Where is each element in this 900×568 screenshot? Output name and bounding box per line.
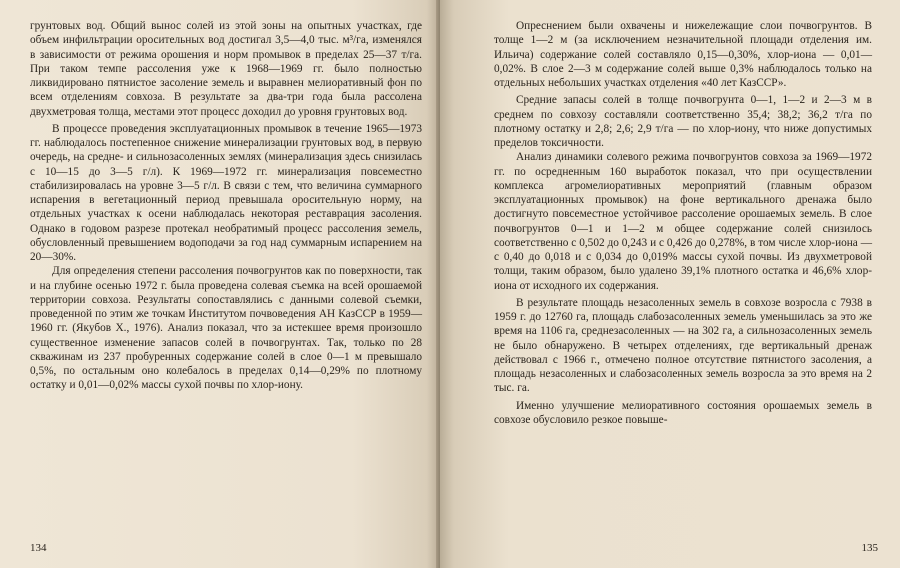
page-number-right: 135 [861, 542, 878, 554]
right-paragraph-1: Опреснением были охвачены и нижележащие слои почвогрунтов. В толще 1—2 м (за исключением незначительной площади отделения им. Ильича) содержание солей составляло 0,15—0,30%, хлор-иона — 0,01—0,02%. В слое 2—3 м содержание солей выше 0,3% наблюдалось только на отдельных небольших участках отделения «40 лет КазССР». [494, 20, 872, 89]
left-paragraph-3: Для определения степени рассоления почвогрунтов как по поверхности, так и на глубине осенью 1972 г. была проведена солевая съемка на всей орошаемой территории совхоза. Результаты сопоставлялись с данными солевой съемки, проведенной по этим же точкам Институтом почвоведения АН КазССР в 1959—1960 гг. (Якубов Х., 1976). Анализ показал, что за истекшее время произошло существенное изменение запасов солей в почвогрунтах. Так, только по 28 скважинам из 237 пробуренных содержание солей в слое 0—1 м превышало 0,5%, по остальным оно колебалось в пределах 0,14—0,29% по плотному остатку и 0,01—0,02% массы сухой почвы по хлор-иону. [30, 265, 422, 392]
right-paragraph-4: В результате площадь незасоленных земель в совхозе возросла с 7938 в 1959 г. до 12760 га, площадь слабозасоленных земель уменьшилась за это же время на 1106 га, среднезасоленных — на 302 га, а сильнозасоленных земель не было обнаружено. В четырех отделениях, где вертикальный дренаж действовал с 1966 г., отмечено полное отсутствие пятнистого засоления, а площадь незасоленных и слабозасоленных земель возросла за это время на 2 тыс. га. [494, 296, 872, 395]
right-page [440, 0, 900, 568]
page-number-left: 134 [30, 542, 47, 554]
left-page [0, 0, 440, 568]
left-paragraph-1: грунтовых вод. Общий вынос солей из этой зоны на опытных участках, где объем инфильтрации оросительных вод достигал 3,5—4,0 тыс. м³/га, изменялся в зависимости от режима орошения и норм промывок в пределах 25—37 т/га. При таком темпе рассоления уже к 1968—1969 гг. было полностью ликвидировано пятнистое засоление земель и выравнен мелиоративный фон по всем отделениям совхоза. В результате за два-три года была рассолена двухметровая толща, местами этот процесс доходил до уровня грунтовых вод. [30, 20, 422, 118]
left-paragraph-2: В процессе проведения эксплуатационных промывок в течение 1965—1973 гг. наблюдалось постепенное снижение минерализации грунтовых вод, в первую очередь, на средне- и сильнозасоленных землях (минерализация здесь снизилась с 10—15 до 3—5 г/л). К 1969—1972 гг. минерализация повсеместно стабилизировалась на уровне 3—5 г/л. В связи с тем, что величина суммарного испарения в вегетационный период превышала оросительную норму, на отдельных участках к осени наблюдалась некоторая реставрация засоления. Однако в годовом разрезе протекал необратимый процесс рассоления земель, обусловленный превышением водоподачи за год над суммарным испарением на 20—30%. [30, 122, 422, 263]
right-paragraph-3: Анализ динамики солевого режима почвогрунтов совхоза за 1969—1972 гг. по осредненным 160 выработок показал, что при осуществлении комплекса агромелиоративных мероприятий (главным образом эксплуатационных промывок) на фоне вертикального дренажа было достигнуто повсеместное устойчивое рассоление орошаемых земель. В слое почвогрунтов 0—1 и 1—2 м общее содержание солей снизилось соответственно с 0,502 до 0,243 и с 0,426 до 0,278%, в том числе хлор-иона — с 0,40 до 0,018 и с 0,034 до 0,019% массы сухой почвы. Из двухметровой толщи, таким образом, было удалено 39,1% плотного остатка и 46,6% хлор-иона от исходного их содержания. [494, 151, 872, 292]
right-paragraph-5: Именно улучшение мелиоративного состояния орошаемых земель в совхозе обусловило резкое повыше- [494, 399, 872, 426]
right-paragraph-2: Средние запасы солей в толще почвогрунта 0—1, 1—2 и 2—3 м в среднем по совхозу составляли соответственно 35,4; 38,2; 36,2 т/га по плотному остатку и 2,8; 2,6; 2,9 т/га — по хлор-иону, что ниже допустимых пределов токсичности. [494, 94, 872, 149]
